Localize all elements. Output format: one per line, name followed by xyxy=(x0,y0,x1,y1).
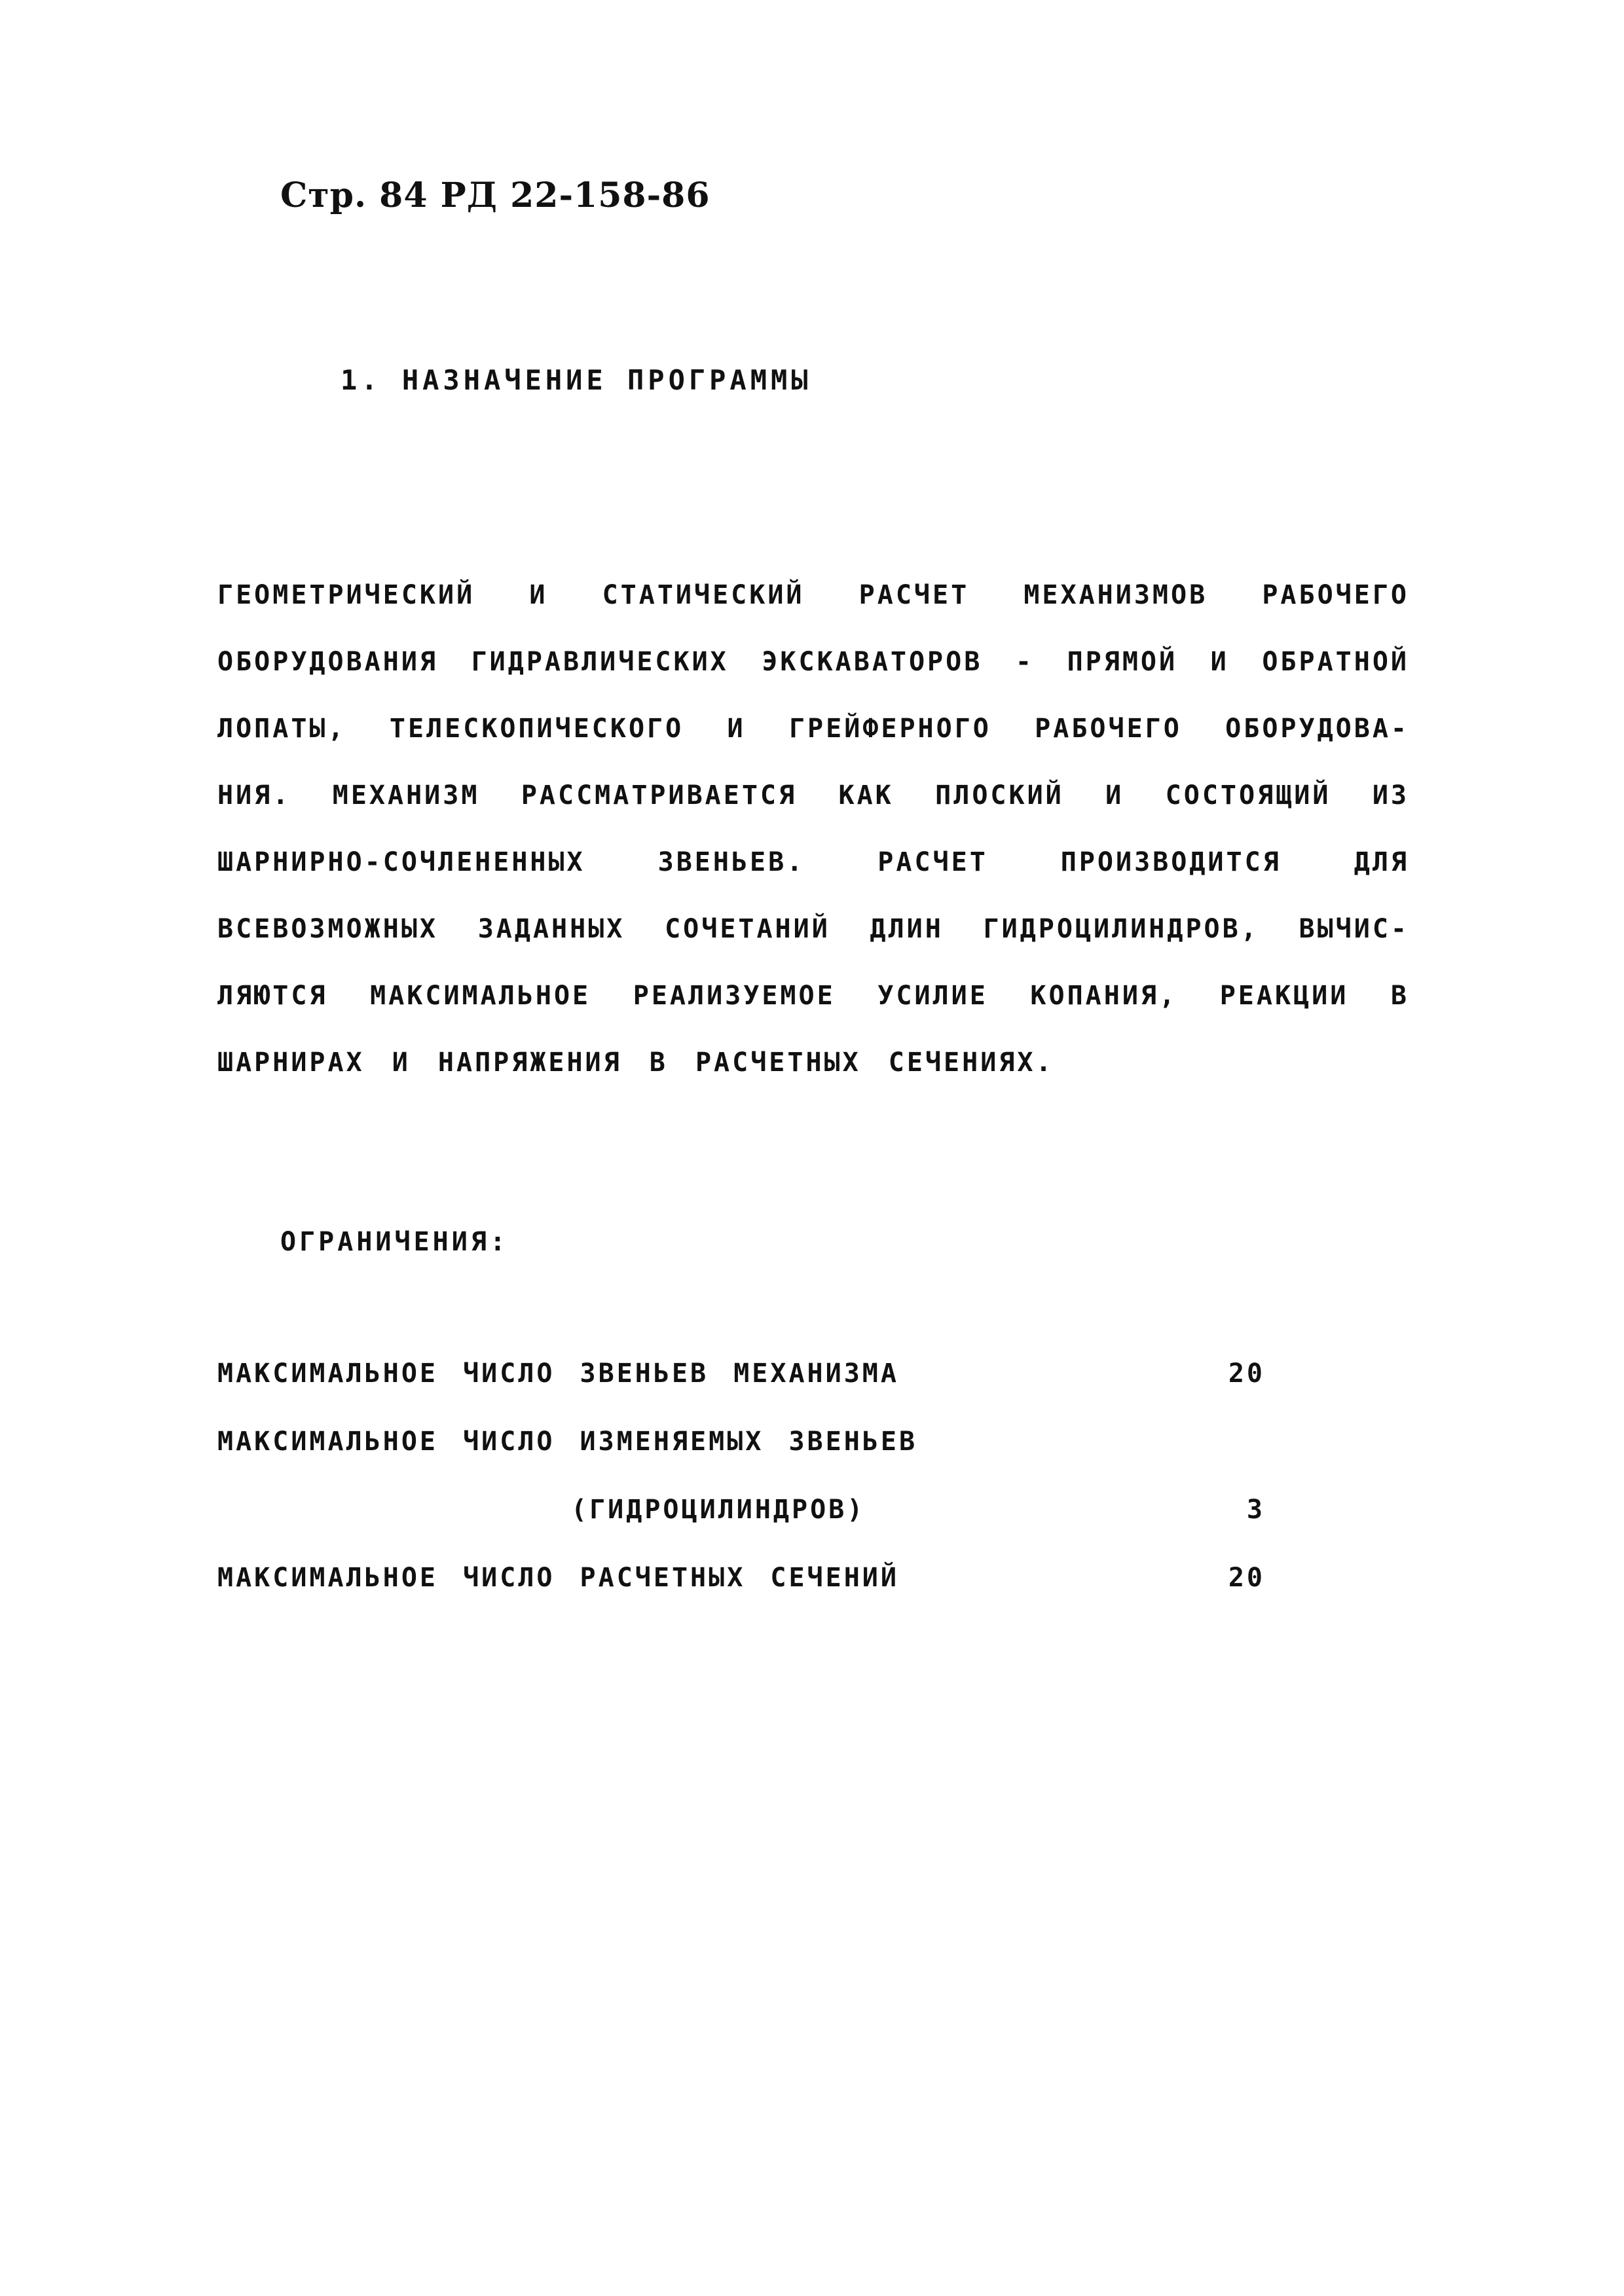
limit-row xyxy=(217,1339,1291,1408)
limits-list xyxy=(217,1339,1291,1612)
limit-row xyxy=(217,1476,1291,1544)
limit-label: (ГИДРОЦИЛИНДРОВ) xyxy=(571,1495,866,1525)
body-line: ШАРНИРНО-СОЧЛЕНЕННЫХ ЗВЕНЬЕВ. РАСЧЕТ ПРОИЗВОДИТСЯ ДЛЯ xyxy=(217,847,1409,877)
section-title: 1. НАЗНАЧЕНИЕ ПРОГРАММЫ xyxy=(341,364,812,396)
limit-label: МАКСИМАЛЬНОЕ ЧИСЛО ИЗМЕНЯЕМЫХ ЗВЕНЬЕВ xyxy=(217,1427,918,1457)
body-line: ГЕОМЕТРИЧЕСКИЙ И СТАТИЧЕСКИЙ РАСЧЕТ МЕХАНИЗМОВ РАБОЧЕГО xyxy=(217,580,1409,610)
limit-label: МАКСИМАЛЬНОЕ ЧИСЛО ЗВЕНЬЕВ МЕХАНИЗМА xyxy=(217,1358,899,1389)
body-line: ОБОРУДОВАНИЯ ГИДРАВЛИЧЕСКИХ ЭКСКАВАТОРОВ - ПРЯМОЙ И ОБРАТНОЙ xyxy=(217,647,1409,677)
limit-row xyxy=(217,1544,1291,1612)
body-line: ШАРНИРАХ И НАПРЯЖЕНИЯ В РАСЧЕТНЫХ СЕЧЕНИЯХ. xyxy=(217,1048,1054,1078)
body-line: ЛЯЮТСЯ МАКСИМАЛЬНОЕ РЕАЛИЗУЕМОЕ УСИЛИЕ КОПАНИЯ, РЕАКЦИИ В xyxy=(217,981,1409,1011)
limits-title: ОГРАНИЧЕНИЯ: xyxy=(280,1227,509,1257)
body-line: ЛОПАТЫ, ТЕЛЕСКОПИЧЕСКОГО И ГРЕЙФЕРНОГО РАБОЧЕГО ОБОРУДОВА- xyxy=(217,714,1409,744)
limit-value: 20 xyxy=(1228,1358,1265,1389)
limit-value: 3 xyxy=(1246,1495,1265,1525)
body-line: ВСЕВОЗМОЖНЫХ ЗАДАННЫХ СОЧЕТАНИЙ ДЛИН ГИДРОЦИЛИНДРОВ, ВЫЧИС- xyxy=(217,914,1409,944)
limit-value: 20 xyxy=(1228,1563,1265,1593)
body-line: НИЯ. МЕХАНИЗМ РАССМАТРИВАЕТСЯ КАК ПЛОСКИЙ И СОСТОЯЩИЙ ИЗ xyxy=(217,780,1409,811)
body-paragraph xyxy=(217,562,1409,1096)
limit-row xyxy=(217,1408,1291,1476)
limit-label: МАКСИМАЛЬНОЕ ЧИСЛО РАСЧЕТНЫХ СЕЧЕНИЙ xyxy=(217,1563,899,1593)
page-header: Стр. 84 РД 22-158-86 xyxy=(280,175,710,215)
